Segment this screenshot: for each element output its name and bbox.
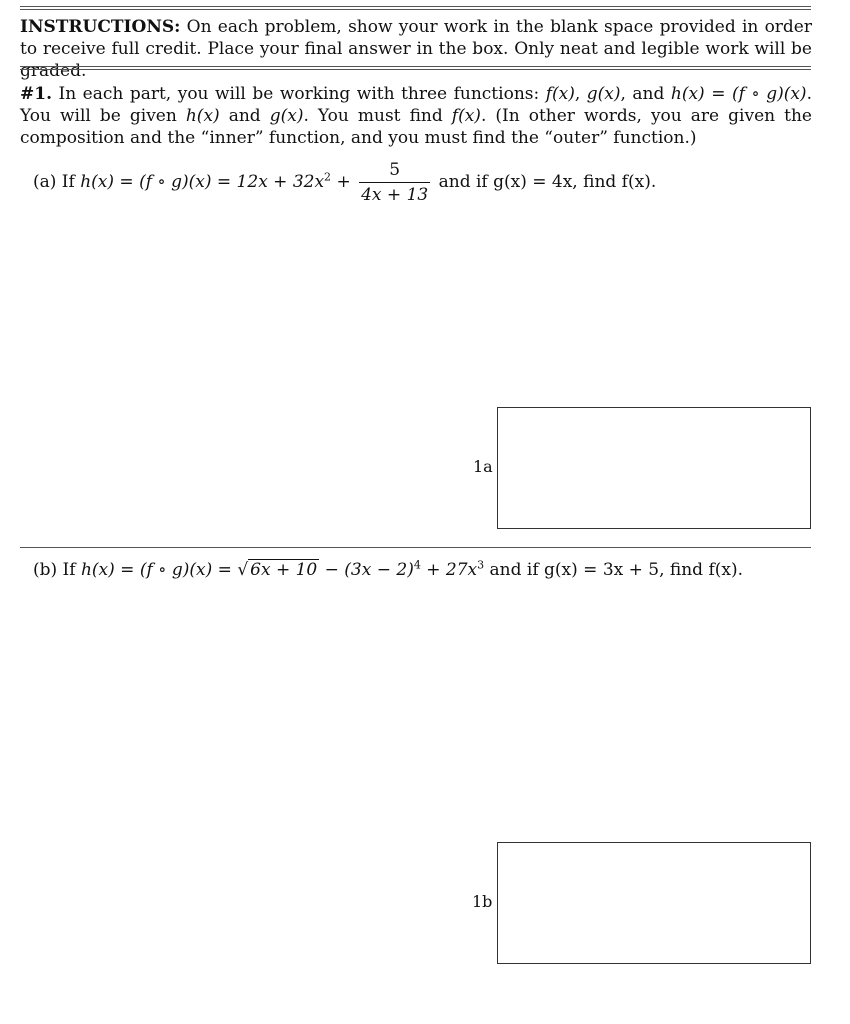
part-a-fraction [359, 160, 430, 205]
answer-box-1b-label: 1b [472, 892, 493, 911]
f-of-x: f(x) [545, 84, 575, 104]
part-b-exponent-1: 4 [413, 558, 421, 572]
problem-number: #1. [20, 84, 52, 104]
part-divider [20, 547, 811, 548]
divider-rule-1 [20, 66, 811, 67]
intro-text-5: . (In other words, you are given the composition and the “inner” function, and you must find the “outer” function.) [20, 106, 812, 148]
top-rule-2 [20, 9, 811, 10]
answer-box-1a-label: 1a [473, 457, 493, 476]
g-of-x-2: g(x) [269, 106, 304, 126]
part-a-exponent: 2 [324, 170, 332, 184]
f-of-x-2: f(x) [451, 106, 481, 126]
sqrt-sign: √ [237, 560, 249, 580]
intro-text-4: . You must find [303, 106, 452, 126]
intro-text-3: and [219, 106, 270, 126]
part-b-label: (b) If [33, 560, 81, 580]
part-a-label: (a) If [33, 172, 81, 192]
part-a-tail: and if g(x) = 4x, find f(x). [438, 172, 657, 192]
radicand: 6x + 10 [250, 560, 318, 580]
part-a-plus: + [331, 172, 351, 192]
g-of-x: g(x) [586, 84, 621, 104]
fraction-numerator: 5 [359, 160, 430, 183]
instructions [20, 16, 812, 82]
intro-text-1: In each part, you will be working with three functions: [52, 84, 546, 104]
part-b-tail: and if g(x) = 3x + 5, find f(x). [484, 560, 744, 580]
intro-text-2: . You will be given [20, 84, 812, 126]
part-a-expression: h(x) = (f ∘ g)(x) = 12x + 32x [80, 172, 325, 192]
square-root [237, 560, 319, 580]
part-b-middle: − (3x − 2) [319, 560, 414, 580]
divider-rule-2 [20, 69, 811, 70]
answer-box-1a[interactable] [497, 407, 811, 529]
part-b-expression: h(x) = (f ∘ g)(x) = [80, 560, 238, 580]
instructions-heading: INSTRUCTIONS: [20, 17, 181, 37]
instructions-body: On each problem, show your work in the blank space provided in order to receive full credit. Place your final answer in the box. Only neat and legible work will be graded. [20, 17, 812, 81]
fraction-denominator: 4x + 13 [361, 185, 429, 205]
h-definition: h(x) = (f ∘ g)(x) [670, 84, 807, 104]
part-b-exponent-2: 3 [477, 558, 485, 572]
h-of-x: h(x) [185, 106, 220, 126]
part-b-question [33, 560, 743, 580]
part-b-middle-2: + 27x [420, 560, 478, 580]
top-rule-1 [20, 6, 811, 7]
answer-box-1b[interactable] [497, 842, 811, 964]
problem-1-intro: #1. In each part, you will be working with three functions: f(x), g(x), and h(x) = (f ∘ g)(x). You will be given h(x) and g(x). You must find f(x). (In other words, you are given the composition and the “inner” function, and you must find the “outer” function.) [20, 84, 812, 148]
part-a-question [33, 160, 656, 208]
